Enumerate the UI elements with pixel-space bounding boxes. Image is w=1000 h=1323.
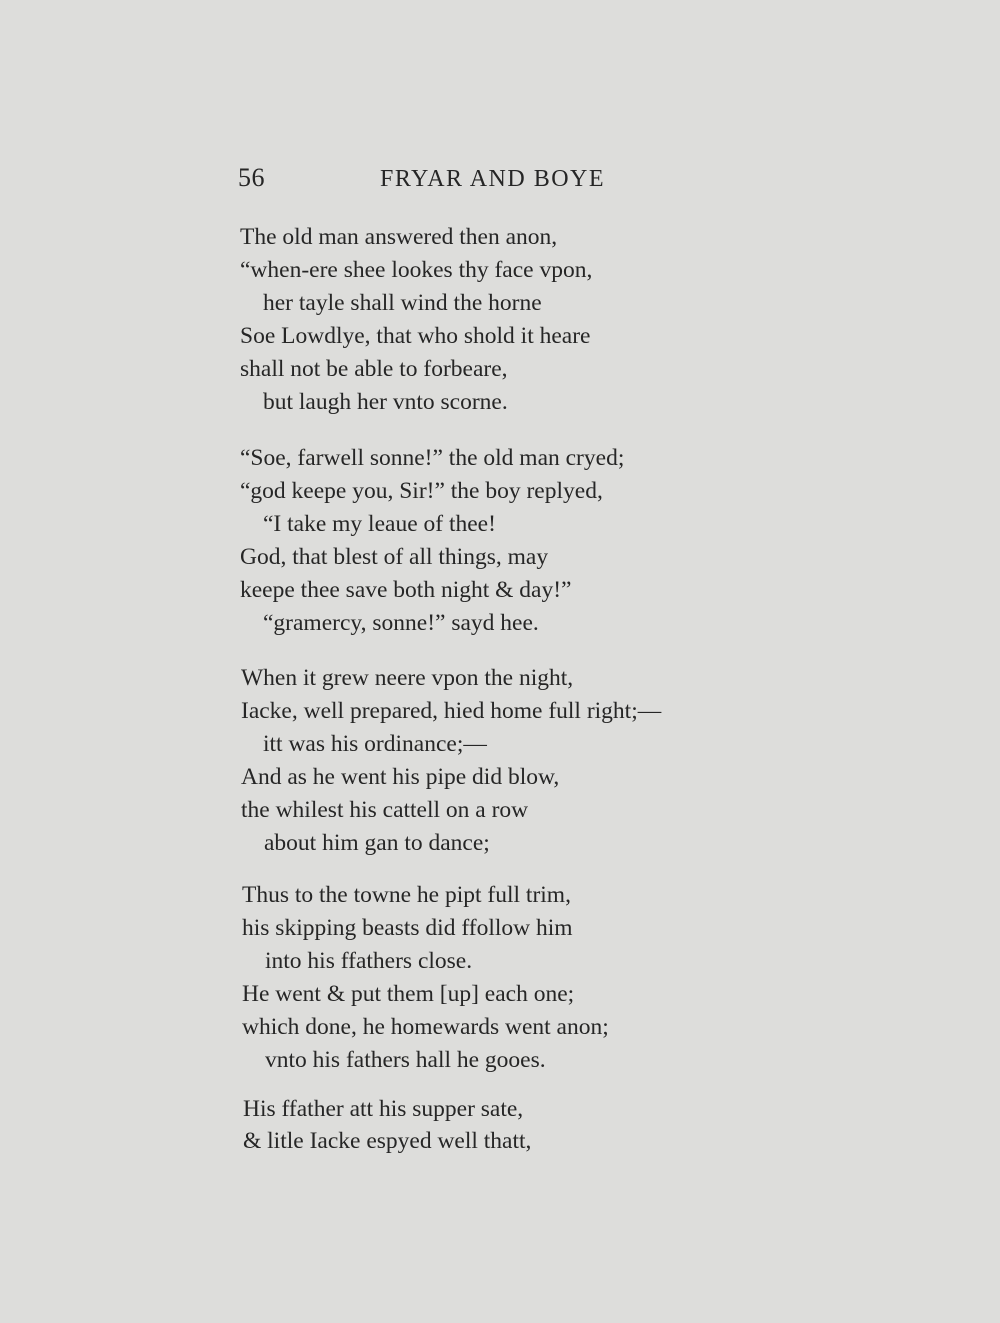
verse-line: her tayle shall wind the horne	[263, 290, 542, 316]
verse-line: “when-ere shee lookes thy face vpon,	[240, 257, 593, 283]
verse-line: keepe thee save both night & day!”	[240, 577, 572, 603]
page-number: 56	[238, 163, 265, 192]
verse-line: Soe Lowdlye, that who shold it heare	[240, 323, 591, 349]
verse-line: vnto his fathers hall he gooes.	[265, 1047, 546, 1073]
verse-line: the whilest his cattell on a row	[241, 797, 529, 823]
verse-line: Thus to the towne he pipt full trim,	[242, 882, 571, 908]
verse-line: “gramercy, sonne!” sayd hee.	[263, 610, 539, 636]
verse-line: his skipping beasts did ffollow him	[242, 915, 573, 941]
verse-line: God, that blest of all things, may	[240, 544, 549, 570]
verse-line: which done, he homewards went anon;	[242, 1014, 609, 1040]
running-title: FRYAR AND BOYE	[380, 166, 606, 192]
verse-line: itt was his ordinance;—	[263, 731, 487, 757]
verse-line: “Soe, farwell sonne!” the old man cryed;	[240, 445, 625, 471]
verse-line: And as he went his pipe did blow,	[241, 764, 560, 790]
verse-line: When it grew neere vpon the night,	[241, 665, 574, 691]
verse-line: Iacke, well prepared, hied home full right;—	[241, 698, 662, 724]
verse-line: He went & put them [up] each one;	[242, 981, 575, 1007]
verse-line: but laugh her vnto scorne.	[263, 389, 508, 415]
verse-line: “I take my leaue of thee!	[263, 511, 496, 537]
verse-line: about him gan to dance;	[264, 830, 490, 856]
page-header	[0, 0, 1000, 200]
verse-line: “god keepe you, Sir!” the boy replyed,	[240, 478, 603, 504]
verse-line: The old man answered then anon,	[240, 224, 558, 250]
verse-line: His ffather att his supper sate,	[243, 1096, 524, 1122]
verse-line: shall not be able to forbeare,	[240, 356, 508, 382]
verse-line: & litle Iacke espyed well thatt,	[243, 1128, 532, 1154]
verse-line: into his ffathers close.	[265, 948, 473, 974]
